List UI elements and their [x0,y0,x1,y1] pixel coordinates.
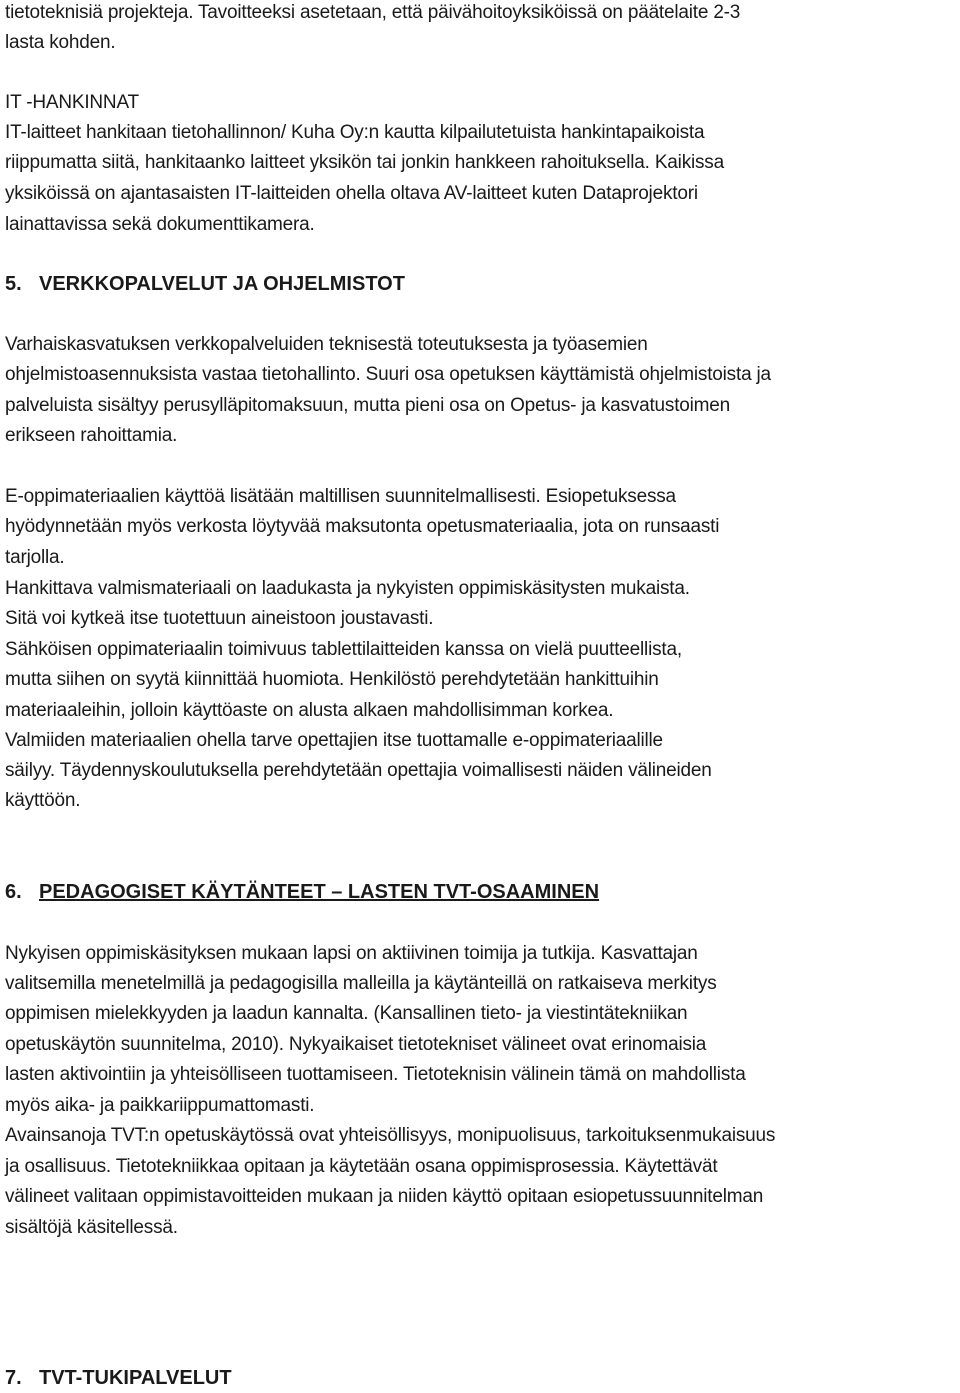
section-number: 7. [5,1367,22,1389]
text-line: tarjolla. [5,547,65,568]
text-line: Sähköisen oppimateriaalin toimivuus tablettilaitteiden kanssa on vielä puutteellista, [5,639,682,660]
text-line: Valmiiden materiaalien ohella tarve opettajien itse tuottamalle e-oppimateriaalille [5,730,663,751]
text-line: valitsemilla menetelmillä ja pedagogisilla malleilla ja käytänteillä on ratkaiseva merkitys [5,973,717,994]
section-number: 6. [5,881,22,903]
text-line: hyödynnetään myös verkosta löytyvää maksutonta opetusmateriaalia, jota on runsaasti [5,516,720,537]
text-line: Varhaiskasvatuksen verkkopalveluiden teknisestä toteutuksesta ja työasemien [5,334,648,355]
text-line: Sitä voi kytkeä itse tuotettuun aineistoon joustavasti. [5,608,434,629]
text-line: lasten aktivointiin ja yhteisölliseen tuottamiseen. Tietoteknisin välinein tämä on mahdollista [5,1064,746,1085]
text-line: palveluista sisältyy perusylläpitomaksuun, mutta pieni osa on Opetus- ja kasvatustoimen [5,395,731,416]
text-line: Avainsanoja TVT:n opetuskäytössä ovat yhteisöllisyys, monipuolisuus, tarkoituksenmukaisuus [5,1125,776,1146]
text-line: riippumatta siitä, hankitaanko laitteet yksikön tai jonkin hankkeen rahoituksella. Kaikissa [5,152,724,173]
section-heading-6 [5,877,599,907]
text-line: IT-laitteet hankitaan tietohallinnon/ Kuha Oy:n kautta kilpailutetuista hankintapaikoista [5,122,705,143]
text-line: käyttöön. [5,790,81,811]
text-line: ohjelmistoasennuksista vastaa tietohallinto. Suuri osa opetuksen käyttämistä ohjelmistoista ja [5,364,771,385]
text-line: lasta kohden. [5,32,116,53]
text-line: säilyy. Täydennyskoulutuksella perehdytetään opettajia voimallisesti näiden välineiden [5,760,712,781]
text-line: mutta siihen on syytä kiinnittää huomiota. Henkilöstö perehdytetään hankittuihin [5,669,659,690]
subheading-it-hankinnat: IT -HANKINNAT [5,92,139,113]
section-heading-5 [5,269,405,299]
section-title: PEDAGOGISET KÄYTÄNTEET – LASTEN TVT-OSAAMINEN [39,881,600,903]
text-line: sisältöjä käsitellessä. [5,1217,178,1238]
section-number: 5. [5,273,22,295]
text-line: ja osallisuus. Tietotekniikkaa opitaan ja käytetään osana oppimisprosessia. Käytettävät [5,1156,718,1177]
text-line: välineet valitaan oppimistavoitteiden mukaan ja niiden käyttö opitaan esiopetussuunnitelman [5,1186,764,1207]
text-line: yksiköissä on ajantasaisten IT-laitteiden ohella oltava AV-laitteet kuten Dataprojektori [5,183,698,204]
text-line: E-oppimateriaalien käyttöä lisätään maltillisen suunnitelmallisesti. Esiopetuksessa [5,486,676,507]
text-line: materiaaleihin, jolloin käyttöaste on alusta alkaen mahdollisimman korkea. [5,700,614,721]
text-line: Hankittava valmismateriaali on laadukasta ja nykyisten oppimiskäsitysten mukaista. [5,578,690,599]
text-line: lainattavissa sekä dokumenttikamera. [5,214,315,235]
text-line: oppimisen mielekkyyden ja laadun kannalta. (Kansallinen tieto- ja viestintätekniikan [5,1003,688,1024]
text-line: opetuskäytön suunnitelma, 2010). Nykyaikaiset tietotekniset välineet ovat erinomaisia [5,1034,707,1055]
section-heading-7 [5,1363,232,1393]
text-line: erikseen rahoittamia. [5,425,178,446]
section-title: TVT-TUKIPALVELUT [39,1367,232,1389]
text-line: Nykyisen oppimiskäsityksen mukaan lapsi on aktiivinen toimija ja tutkija. Kasvattajan [5,943,698,964]
text-line: tietoteknisiä projekteja. Tavoitteeksi asetetaan, että päivähoitoyksiköissä on päätelaite 2-3 [5,2,741,23]
section-title: VERKKOPALVELUT JA OHJELMISTOT [39,273,405,295]
text-line: myös aika- ja paikkariippumattomasti. [5,1095,315,1116]
